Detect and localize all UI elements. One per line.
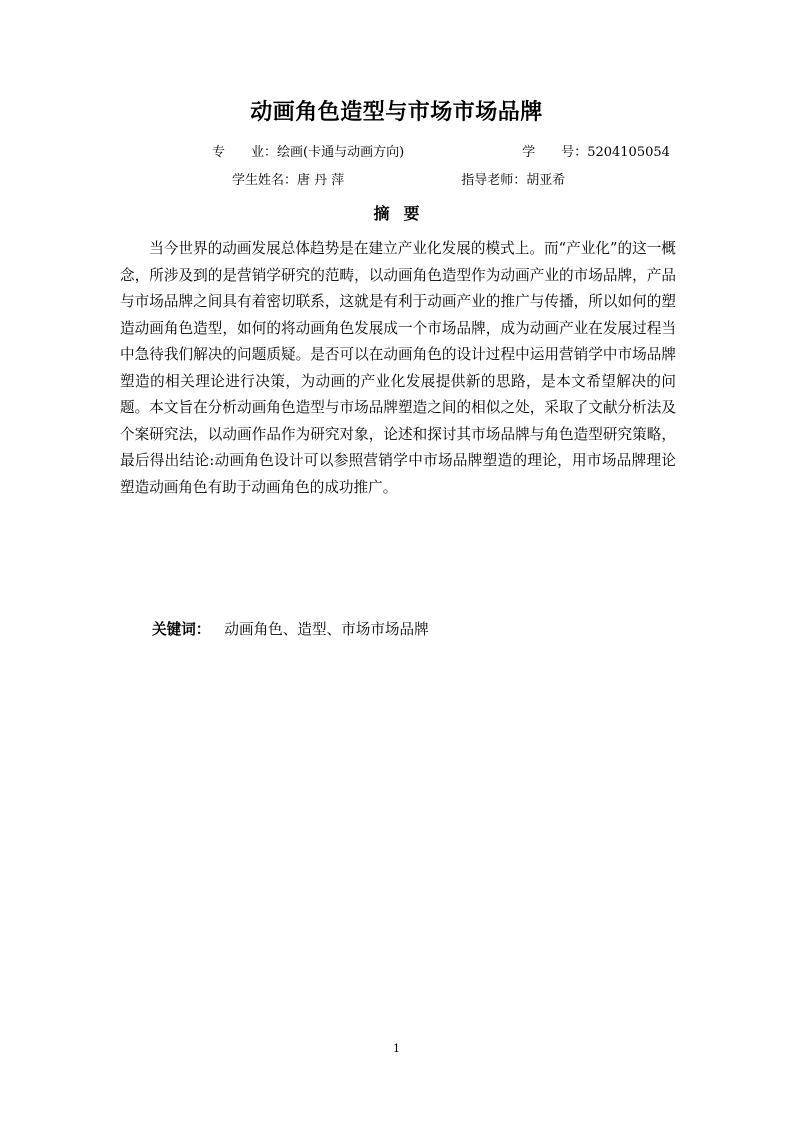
major-label: 专 业： [212, 145, 278, 160]
meta-row-major-id [212, 144, 670, 162]
paper-title: 动画角色造型与市场市场品牌 [250, 100, 543, 125]
keywords-label: 关键词： [152, 621, 211, 638]
major-value: 绘画(卡通与动画方向) [277, 145, 405, 160]
meta-row-student-advisor [232, 172, 565, 190]
student-name-value: 唐 丹 萍 [297, 173, 345, 188]
advisor-value: 胡亚希 [526, 173, 566, 188]
student-name-label: 学生姓名： [232, 173, 298, 188]
keywords-line [152, 619, 429, 641]
keywords-value: 动画角色、造型、市场市场品牌 [224, 621, 429, 638]
advisor-label: 指导老师： [461, 173, 527, 188]
student-id-label: 学 号： [522, 145, 588, 160]
abstract-body: 当今世界的动画发展总体趋势是在建立产业化发展的模式上。而“产业化”的这一概念，所涉及到的是营销学研究的范畴，以动画角色造型作为动画产业的市场品牌，产品与市场品牌之间具有着密切联系，这就是有利于动画产业的推广与传播，所以如何的塑造动画角色造型，如何的将动画角色发展成一个市场品牌，成为动画产业在发展过程当中急待我们解决的问题质疑。是否可以在动画角色的设计过程中运用营销学中市场品牌塑造的相关理论进行决策，为动画的产业化发展提供新的思路，是本文希望解决的问题。本文旨在分析动画角色造型与市场品牌塑造之间的相似之处，采取了文献分析法及个案研究法，以动画作品作为研究对象，论述和探讨其市场品牌与角色造型研究策略，最后得出结论:动画角色设计可以参照营销学中市场品牌塑造的理论，用市场品牌理论塑造动画角色有助于动画角色的成功推广。 [120, 240, 676, 496]
page-number: 1 [393, 1042, 400, 1055]
abstract-heading: 摘要 [373, 204, 434, 223]
student-id-value: 5204105054 [587, 145, 670, 160]
